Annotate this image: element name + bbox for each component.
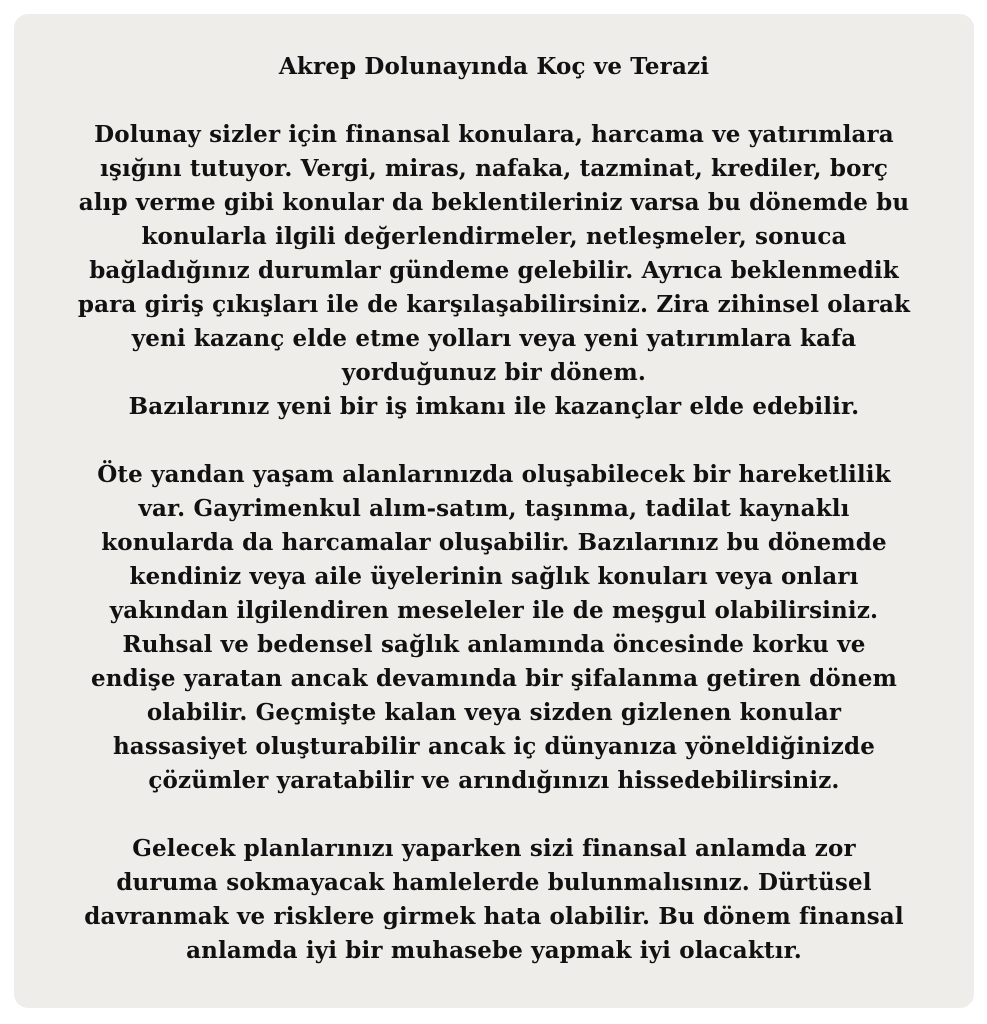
- text-line: para giriş çıkışları ile de karşılaşabilirsiniz. Zira zihinsel olarak: [77, 291, 911, 318]
- text-line: çözümler yaratabilir ve arındığınızı hissedebilirsiniz.: [148, 767, 840, 794]
- text-line: Bazılarınız yeni bir iş imkanı ile kazançlar elde edebilir.: [128, 393, 860, 420]
- text-line: Gelecek planlarınızı yaparken sizi finansal anlamda zor: [132, 835, 856, 862]
- spacer: [14, 84, 974, 118]
- text-line: anlamda iyi bir muhasebe yapmak iyi olacaktır.: [186, 937, 802, 964]
- paragraph-future-plans: [14, 832, 974, 968]
- spacer: [14, 798, 974, 832]
- text-line: Öte yandan yaşam alanlarınızda oluşabilecek bir hareketlilik: [97, 461, 891, 488]
- text-line: yeni kazanç elde etme yolları veya yeni yatırımlara kafa: [131, 325, 857, 352]
- text-line: duruma sokmayacak hamlelerde bulunmalısınız. Dürtüsel: [116, 869, 872, 896]
- paragraph-finance: [14, 118, 974, 424]
- text-line: yorduğunuz bir dönem.: [341, 359, 647, 386]
- spacer: [14, 424, 974, 458]
- paragraph-living-space: [14, 458, 974, 798]
- text-line: alıp verme gibi konular da beklentileriniz varsa bu dönemde bu: [78, 189, 910, 216]
- text-line: bağladığınız durumlar gündeme gelebilir. Ayrıca beklenmedik: [89, 257, 899, 284]
- text-line: ışığını tutuyor. Vergi, miras, nafaka, tazminat, krediler, borç: [99, 155, 889, 182]
- document-card: [14, 14, 974, 1008]
- text-line: var. Gayrimenkul alım-satım, taşınma, tadilat kaynaklı: [138, 495, 850, 522]
- document-title: Akrep Dolunayında Koç ve Terazi: [278, 53, 710, 80]
- text-line: konularla ilgili değerlendirmeler, netleşmeler, sonuca: [141, 223, 847, 250]
- text-line: kendiniz veya aile üyelerinin sağlık konuları veya onları: [129, 563, 859, 590]
- text-line: davranmak ve risklere girmek hata olabilir. Bu dönem finansal: [84, 903, 904, 930]
- text-line: endişe yaratan ancak devamında bir şifalanma getiren dönem: [91, 665, 897, 692]
- text-line: Dolunay sizler için finansal konulara, harcama ve yatırımlara: [94, 121, 894, 148]
- text-line: yakından ilgilendiren meseleler ile de meşgul olabilirsiniz.: [109, 597, 879, 624]
- text-line: olabilir. Geçmişte kalan veya sizden gizlenen konular: [146, 699, 842, 726]
- text-line: hassasiyet oluşturabilir ancak iç dünyanıza yöneldiğinizde: [112, 733, 876, 760]
- document-body: [14, 50, 974, 968]
- text-line: konularda da harcamalar oluşabilir. Bazılarınız bu dönemde: [101, 529, 887, 556]
- text-line: Ruhsal ve bedensel sağlık anlamında öncesinde korku ve: [122, 631, 866, 658]
